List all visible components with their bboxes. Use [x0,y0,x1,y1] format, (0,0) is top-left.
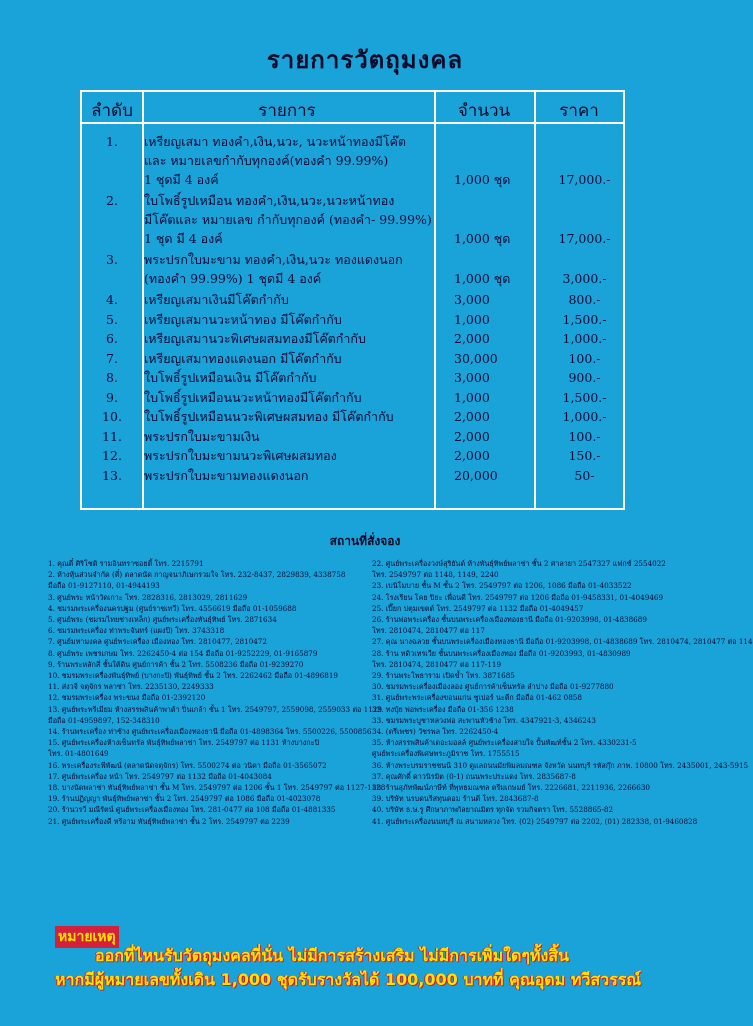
row-item [144,388,434,407]
row-item-line: ใบโพธิ์รูปเหมือนนวะหน้าทองมีโค๊ตกำกับ [144,389,362,405]
location-item: 9. ร้านพระหลักสี่ ชั้นใต้ดิน ศูนย์การค้า ชั้น 2 โทร. 5508236 มือถือ 01-9239270 [48,659,304,669]
row-qty: 20,000 [454,467,498,483]
row-qty: 1,000 ชุด [454,271,511,286]
location-item: 32. ทงปุ๋ย พ่อพระเครื่อง มือถือ 01-356 1238 [372,704,514,714]
row-number: 13. [102,467,122,483]
row-item-line: ใบโพธิ์รูปเหมือนเงิน มีโค๊ตกำกับ [144,370,317,385]
table-row [82,250,623,290]
locations-list-right [372,558,753,827]
note-line: ออกที่ไหนรับวัตถุมงคลที่นั่น ไม่มีการสร้างเสริม ไม่มีการเพิ่มใดๆทั้งสิ้น [95,946,569,965]
row-qty: 1,000 [454,311,490,327]
row-number: 3. [106,252,118,267]
table-header [82,92,623,124]
location-item: มือถือ 01-4959897, 152-348310 [48,715,160,725]
row-price: 50- [574,467,595,483]
row-qty: 1,000 ชุด [454,172,511,187]
row-item [144,191,434,248]
location-item: 14. ร้านพระเครื่อง ท่าช้าง ศูนย์พระเครื่องเมืองทองธานี มือถือ 01-4898364 โทร. 5500226, 5500856 [48,727,372,737]
location-item: 2. ห้างหุ้นส่วนจำกัด (ตี๋) ตลาดนัด กาญจนาภิเษกรวมใจ โทร. 232-8437, 2829839, 4338758 [48,570,346,580]
row-item [144,368,434,387]
location-item: 6. ชมรมพระเครื่อง ท่าพระจันทร์ (แผงปี) โทร. 3743318 [48,626,225,636]
location-item: 29. ร้านพระโพธาราม เปิดข้ำ โทร. 3871685 [372,671,515,681]
location-item: 21. ศูนย์พระเครื่องดี หรีอาม พันธุ์ทิพย์พลาซ่า ชั้น 2 โทร. 2549797 ต่อ 2239 [48,816,290,826]
row-price: 1,500.- [562,389,607,405]
table-row [82,132,623,191]
location-item: 8. ศูนย์พระ เพชรเกษม โทร. 2262450-4 ต่อ 154 มือถือ 01-9252229, 01-9165879 [48,648,318,658]
amulet-table [80,90,625,510]
row-item [144,329,434,348]
row-qty: 1,000 [454,389,490,405]
row-price: 3,000.- [562,271,607,286]
location-item: 33. ชมรมพระบูชาหลวงพ่อ สะพานหัวช้าง โทร. 4347921-3, 4346243 [372,715,596,725]
location-item: โทร. 2549797 ต่อ 1148, 1149, 2240 [372,570,499,580]
table-row [82,191,623,250]
location-item: 17. ศูนย์พระเครื่อง หน้า โทร. 2549797 ต่อ 1132 มือถือ 01-4043084 [48,771,272,781]
row-item-line: พระปรกใบมะขามเงิน [144,428,260,444]
row-number: 12. [102,448,122,463]
header-price: ราคา [559,101,599,121]
row-qty: 1,000 ชุด [454,231,511,246]
header-no: ลำดับ [91,101,133,121]
row-qty: 2,000 [454,331,490,346]
row-item [144,446,434,465]
location-item: 41. ศูนย์พระเครื่องนนทบุรี ณ สนามหลวง โทร. (02) 2549797 ต่อ 2202, (01) 282338, 01-9460828 [372,816,698,826]
row-price: 1,500.- [562,311,607,327]
location-item: 26. ร้านพ่อพระเครื่อง ชั้นบนพระเครื่องเมืองทองธานี มือถือ 01-9203998, 01-4838689 [372,615,647,625]
row-qty: 3,000 [454,292,490,307]
location-item: 5. ศูนย์พระ (ชมรมไทยช่างเหล็ก) ศูนย์พระเครื่องพันธุ์ทิพย์ โทร. 2871634 [48,615,277,625]
location-item: 23. เบนิโมบาย ชั้น M ชั้น 2 โทร. 2549797 ต่อ 1206, 1086 มือถือ 01-4033522 [372,581,632,591]
location-item: 34. (ตรีเพชร) วัชรพล โทร. 2262450-4 [372,727,499,737]
location-item: 7. ศูนย์มหามงคล ศูนย์พระเครื่อง เมืองทอง โทร. 2810477, 2810472 [48,637,267,647]
row-item-line: เหรียญเสมานวะหน้าทอง มีโค๊ตกำกับ [144,311,342,327]
row-item [144,407,434,426]
table-row [82,446,623,466]
location-item: 10. ชมรมพระเครื่องพันธุ์ทิพย์ (บางกะปิ) พันธุ์ทิพย์ ชั้น 2 โทร. 2262462 มือถือ 01-4896819 [48,671,338,681]
row-price: 900.- [568,370,601,385]
location-item: 18. บางนัดพลาซ่า พันธุ์ทิพย์พลาซ่า ชั้น M โทร. 2549797 ต่อ 1206 ชั้น 1 โทร. 2549797 ต่อ 1127-1128 [48,783,386,793]
location-item: 31. ศูนย์พระพระเครื่องขอนแก่น ซูเปอร์ นะตีก มือถือ 01-462 0858 [372,693,582,703]
location-item: 30. ชมรมพระเครื่องเมืองลอง ศูนย์การค้าเซ็นทรัล ลำปาง มือถือ 01-9277880 [372,682,614,692]
location-item: 15. ศูนย์พระเครื่องห้างเซ็นทรัล พันธุ์ทิพย์พลาซ่า โทร. 2549797 ต่อ 1131 ห้างบางกะปิ [48,738,320,748]
row-qty: 2,000 [454,428,490,444]
location-item: 3. ศูนย์พระ หน้าวัดเกาะ โทร. 2828316, 2813029, 2811629 [48,592,248,602]
row-number: 10. [102,409,122,424]
location-item: โทร. 2810474, 2810477 ต่อ 117 [372,626,485,636]
row-item [144,250,434,288]
location-item: 38. ร้านสุภัทพัฒน์ภาษีท์ ที่พุทธมณฑล ตรีมเกษมย์ โทร. 2226681, 2211936, 2266630 [372,783,650,793]
location-item: 35. ห้างสรรพสินค้าเดอะมอลล์ ศูนย์พระเครื่องสายใจ ปั้นพัฒท์ชั้น 2 โทร. 4330231-5 [372,738,637,748]
row-price: 800.- [568,292,601,307]
table-row [82,368,623,388]
table-row [82,388,623,408]
location-item: 24. โรงเรียน โคย ปิยะ เพื่อนดี โทร. 2549797 ต่อ 1206 มือถือ 01-9458331, 01-4049469 [372,592,664,602]
header-item: รายการ [258,101,316,121]
location-item: 19. ร้านปฏิญญา พันธุ์ทิพย์พลาซ่า ชั้น 2 โทร. 2549797 ต่อ 1086 มือถือ 01-4023078 [48,794,321,804]
row-item-line: มีโค๊ตและ หมายเลข กำกับทุกองค์ (ทองคำ- 99.99%) [144,212,432,227]
location-item: 37. คุณศักดิ์ ดาวนิรมิต (0-1) ถนนพระประแดง โทร. 2835687-8 [372,771,576,781]
row-price: 100.- [568,350,601,366]
row-price: 150.- [568,448,601,463]
location-item: 28. ร้าน ทดิวเทรเวีย ชั้นบนพระเครื่องเมืองทอง มือถือ 01-9203993, 01-4830989 [372,648,631,658]
location-item: 40. บริษัท ธ.ษ.รู ศึกษาภาพกัลยาณมิตร ทุกจัด รวมกิจตรา โทร. 5528865-82 [372,805,614,815]
location-item: 20. ร้านวรวี มณีรัตน์ ศูนย์พระเครื่องเมืองทอง โทร. 281-0477 ต่อ 108 มือถือ 01-4881335 [48,805,336,815]
row-price: 1,000.- [562,409,607,424]
row-item-line: 1 ชุดมี 4 องค์ [144,172,219,187]
row-qty: 2,000 [454,448,490,463]
location-item: โทร. 01-4801649 [48,749,109,759]
row-number: 4. [106,292,118,307]
header-qty: จำนวน [457,101,511,121]
location-item: 22. ศูนย์พระเครื่องวงษ์สุริยันต์ ห้างพันธุ์ทิพย์พลาซ่า ชั้น 2 ศาลายา 2547327 แฟกซ์ 2554022 [372,559,666,568]
table-body [82,132,623,485]
row-qty: 2,000 [454,409,490,424]
row-item [144,349,434,368]
locations-list-left [48,558,386,827]
row-item-line: พระปรกใบมะขามทองแดงนอก [144,467,309,483]
row-price: 1,000.- [562,331,607,346]
row-item-line: (ทองคำ 99.99%) 1 ชุดมี 4 องค์ [144,271,322,286]
row-number: 6. [106,331,118,346]
location-item: 1. คุณตี๋ ศิริโชติ รามอินทราซอยตี้ โทร. 2215791 [48,559,204,568]
table-row [82,407,623,427]
location-item: 16. พระเครื่องระพีพัฒน์ (ตลาดนัดจตุจักร) โทร. 5500274 ต่อ วนิดา มือถือ 01-3565072 [48,760,327,770]
table-row [82,349,623,369]
location-item: 12. ชมรมพระเครื่อง พระขนง มือถือ 01-2392120 [48,693,206,703]
location-item: 36. ห้างพระบรมราชชนนี 310 ดูแลถนนมัยพิมลมณฑล จังหวัด นนทบุรี รหัสกุ๊ก ภาพ. 10800 โทร. 2435001, 243-5915 [372,760,749,770]
row-item [144,466,434,485]
row-item-line: พระปรกใบมะขามนวะพิเศษผสมทอง [144,448,337,463]
row-item-line: เหรียญเสมานวะพิเศษผสมทองมีโค๊ตกำกับ [144,331,366,346]
location-item: 11. ส่งวจี จตุจักร พลาซ่า โทร. 2235130, 2249333 [48,682,214,692]
table-row [82,466,623,486]
note-label: หมายเหตุ [55,926,119,948]
table-row [82,310,623,330]
location-item: โทร. 2810474, 2810477 ต่อ 117-119 [372,659,502,669]
note-line: หากมีผู้หมายเลขทั้งเดิน 1,000 ชุดรับรางวัลได้ 100,000 บาทที่ คุณอุดม ทวีสวรรณ์ [55,970,642,989]
row-item-line: เหรียญเสมา ทองคำ,เงิน,นวะ, นวะหน้าทองมีโค๊ต [144,134,407,149]
location-item: 4. ชมรมพระเครื่องนครปฐม (ศูนย์ราชเทวี) โทร. 4556619 มือถือ 01-1059688 [48,603,297,613]
location-item: 27. คุณ นางฉลวย ชั้นบนพระเครื่องเมืองทองธานี มือถือ 01-9203998, 01-4838689 โทร. 2810474, 2810477 ต่อ 114 [372,637,753,647]
location-item: 39. บริษัท นรบดนรีสทุนดอม ร้านดี โทร. 2843687-8 [372,794,539,804]
row-item-line: ใบโพธิ์รูปเหมือน ทองคำ,เงิน,นวะ,นวะหน้าทอง [144,193,395,208]
row-price: 17,000.- [558,172,611,187]
row-number: 11. [102,428,122,444]
row-number: 9. [106,389,118,405]
location-item: 13. ศูนย์พระพรีเมียม ห้างสรรพสินค้าพาต้า ปิ่นเกล้า ชั้น 1 โทร. 2549797, 2559098, 2559033 ต่อ 1129 [48,704,382,714]
row-item-line: และ หมายเลขกำกับทุกองค์(ทองคำ 99.99%) [144,153,389,168]
row-qty: 30,000 [454,350,498,366]
row-item [144,310,434,329]
row-item [144,290,434,309]
row-price: 17,000.- [558,231,611,246]
row-number: 5. [106,311,118,327]
row-item [144,132,434,189]
row-item-line: พระปรกใบมะขาม ทองคำ,เงิน,นวะ ทองแดงนอก [144,252,403,267]
row-item-line: 1 ชุด มี 4 องค์ [144,231,223,246]
table-row [82,329,623,349]
table-row [82,290,623,310]
row-item [144,427,434,446]
row-item-line: เหรียญเสมาเงินมีโค๊ตกำกับ [144,292,289,307]
row-qty: 3,000 [454,370,490,385]
row-number: 7. [106,350,118,366]
page-title: รายการวัตถุมงคล [266,46,464,74]
row-item-line: เหรียญเสมาทองแดงนอก มีโค๊ตกำกับ [144,350,342,366]
location-item: มือถือ 01-9127110, 01-4944193 [48,581,160,591]
locations-title: สถานที่สั่งจอง [329,534,401,548]
row-number: 1. [106,134,118,149]
row-price: 100.- [568,428,601,444]
row-number: 8. [106,370,118,385]
row-item-line: ใบโพธิ์รูปเหมือนนวะพิเศษผสมทอง มีโค๊ตกำกับ [144,409,394,424]
row-number: 2. [106,193,118,208]
location-item: ศูนย์พระเครื่องพิเศษพระภูมิราช โทร. 1755515 [372,749,520,759]
table-row [82,427,623,447]
location-item: 25. เปี๊ยก ปตุมเขตต์ โทร. 2549797 ต่อ 1132 มือถือ 01-4049457 [372,603,584,613]
